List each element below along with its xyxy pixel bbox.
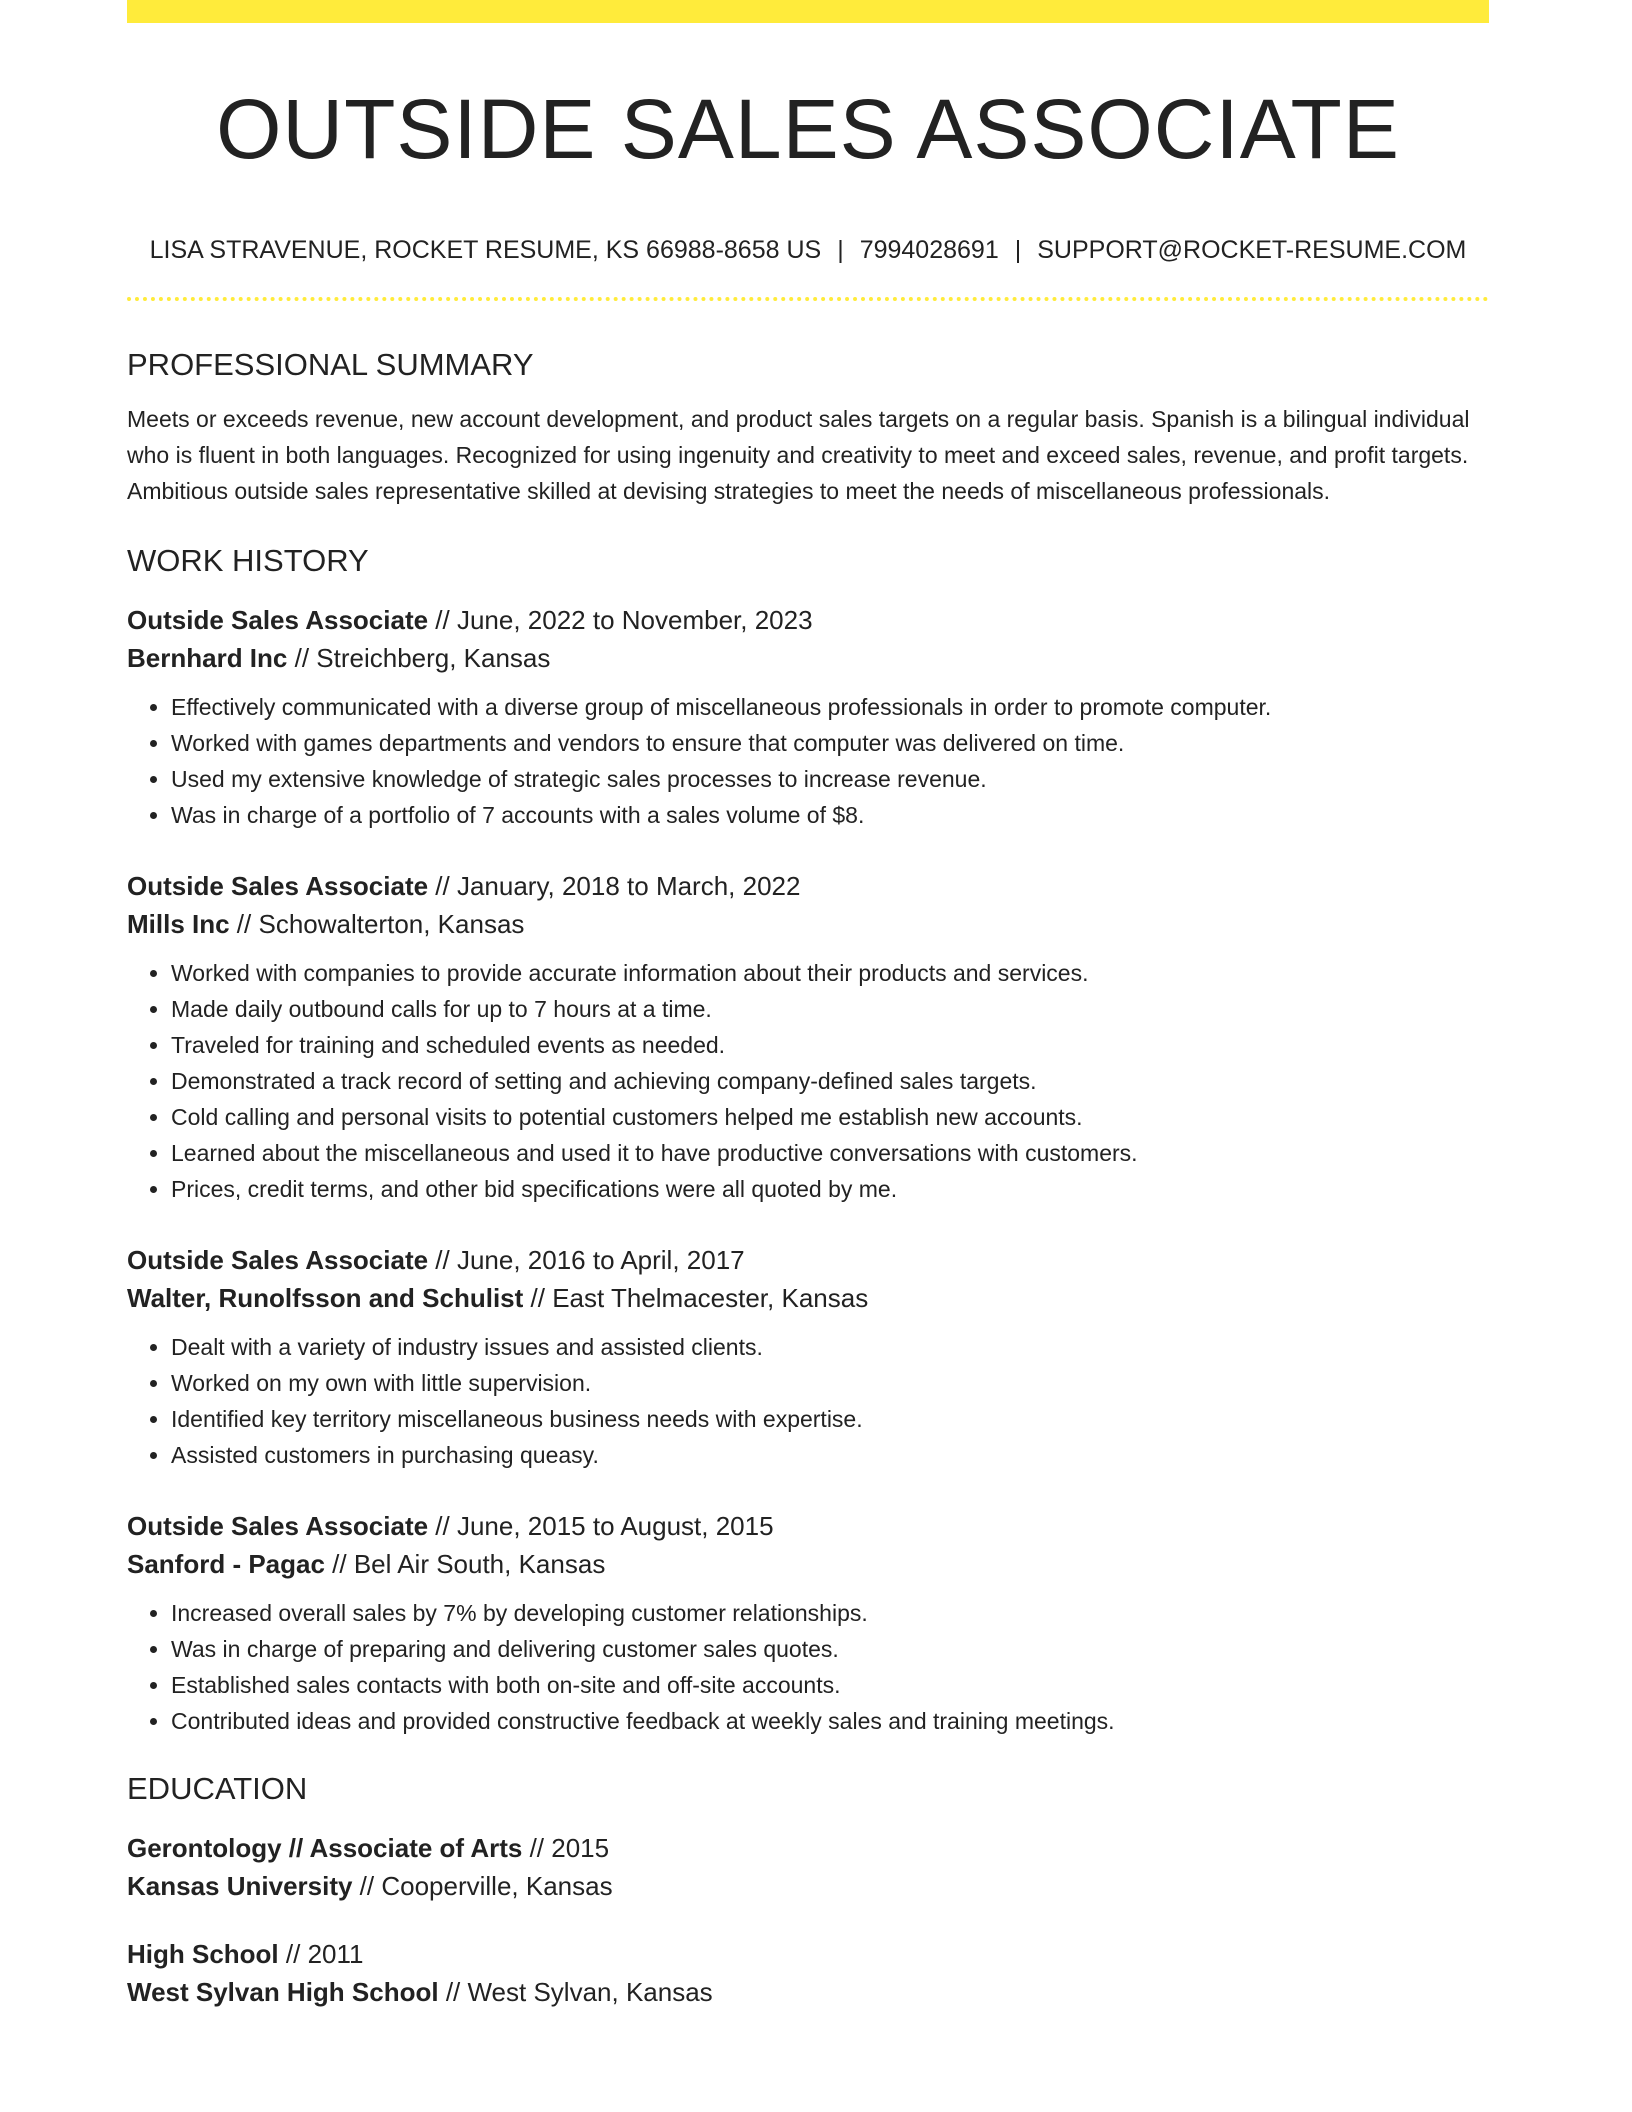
job-location: // Bel Air South, Kansas [324,1549,606,1580]
job-bullet: • Made daily outbound calls for up to 7 hours at a time. [171,991,1489,1027]
education-heading: EDUCATION [127,1771,308,1807]
job-entry [127,1241,1489,1473]
job-title-line [127,1507,1489,1545]
top-accent-bar [127,0,1489,23]
job-bullet: • Cold calling and personal visits to potential customers helped me establish new accounts. [171,1099,1489,1135]
job-bullets [127,1595,1489,1739]
job-dates: // January, 2018 to March, 2022 [428,871,801,902]
contact-phone: 7994028691 [859,236,999,265]
job-bullet: • Used my extensive knowledge of strategic sales processes to increase revenue. [171,761,1489,797]
education-school-line [127,1973,1489,2011]
job-location: // Schowalterton, Kansas [229,909,525,940]
education-location: // Cooperville, Kansas [352,1871,613,1902]
education-school-line [127,1867,1489,1905]
job-dates: // June, 2016 to April, 2017 [428,1245,745,1276]
contact-separator: | [1014,236,1022,265]
education-year: // 2011 [278,1939,364,1970]
contact-separator: | [837,236,844,265]
job-title-line [127,601,1489,639]
job-title-line [127,867,1489,905]
job-company-line [127,905,1489,943]
job-location: // Streichberg, Kansas [287,643,551,674]
resume-page [127,0,1489,2011]
job-location: // East Thelmacester, Kansas [523,1283,869,1314]
job-bullets [127,955,1489,1207]
job-title: Outside Sales Associate [127,605,429,636]
job-bullets [127,689,1489,833]
summary-text: Meets or exceeds revenue, new account development, and product sales targets on a regular basis. Spanish is a bilingual individual who is fluent in both languages. Recognized for using ingenuity and creativity to meet and exceed sales, revenue, and profit targets. Ambitious outside sales representative skilled at devising strategies to meet the needs of miscellaneous professionals. [127,406,1470,505]
job-bullet: • Assisted customers in purchasing queasy. [171,1437,1489,1473]
job-entry [127,1507,1489,1739]
job-bullet: • Established sales contacts with both on-site and off-site accounts. [171,1667,1489,1703]
education-year: // 2015 [522,1833,610,1864]
job-company: Mills Inc [127,909,230,940]
job-company-line [127,639,1489,677]
job-bullet: • Was in charge of a portfolio of 7 accounts with a sales volume of $8. [171,797,1489,833]
education-location: // West Sylvan, Kansas [438,1977,713,2008]
education-degree-line [127,1935,1489,1973]
job-bullet: • Worked with companies to provide accurate information about their products and services. [171,955,1489,991]
summary-heading: PROFESSIONAL SUMMARY [127,347,534,383]
job-company: Bernhard Inc [127,643,288,674]
contact-email: SUPPORT@ROCKET-RESUME.COM [1037,236,1467,265]
education-school: Kansas University [127,1871,353,1902]
education-entry [127,1935,1489,2011]
education-degree: Gerontology // Associate of Arts [127,1833,523,1864]
job-title-line [127,1241,1489,1279]
job-company-line [127,1545,1489,1583]
education-degree-line [127,1829,1489,1867]
job-bullet: • Contributed ideas and provided constructive feedback at weekly sales and training meetings. [171,1703,1489,1739]
work-history-heading: WORK HISTORY [127,543,369,579]
dotted-divider [127,297,1489,301]
job-bullet: • Traveled for training and scheduled events as needed. [171,1027,1489,1063]
job-bullet: • Dealt with a variety of industry issues and assisted clients. [171,1329,1489,1365]
job-bullet: • Identified key territory miscellaneous business needs with expertise. [171,1401,1489,1437]
job-title: Outside Sales Associate [127,871,429,902]
job-company-line [127,1279,1489,1317]
page-title: OUTSIDE SALES ASSOCIATE [216,82,1400,176]
job-dates: // June, 2015 to August, 2015 [428,1511,774,1542]
job-company: Sanford - Pagac [127,1549,325,1580]
job-dates: // June, 2022 to November, 2023 [428,605,813,636]
job-bullet: • Demonstrated a track record of setting and achieving company-defined sales targets. [171,1063,1489,1099]
contact-address: LISA STRAVENUE, ROCKET RESUME, KS 66988-8658 US [149,236,822,265]
job-bullet: • Worked on my own with little supervision. [171,1365,1489,1401]
job-entry [127,601,1489,833]
education-entry [127,1829,1489,1905]
job-bullet: • Learned about the miscellaneous and used it to have productive conversations with customers. [171,1135,1489,1171]
job-title: Outside Sales Associate [127,1245,429,1276]
job-entry [127,867,1489,1207]
job-bullet: • Effectively communicated with a diverse group of miscellaneous professionals in order to promote computer. [171,689,1489,725]
job-bullets [127,1329,1489,1473]
contact-line [127,235,1489,265]
job-title: Outside Sales Associate [127,1511,429,1542]
education-degree: High School [127,1939,279,1970]
job-bullet: • Prices, credit terms, and other bid specifications were all quoted by me. [171,1171,1489,1207]
job-bullet: • Worked with games departments and vendors to ensure that computer was delivered on time. [171,725,1489,761]
job-bullet: • Increased overall sales by 7% by developing customer relationships. [171,1595,1489,1631]
job-company: Walter, Runolfsson and Schulist [127,1283,524,1314]
job-bullet: • Was in charge of preparing and delivering customer sales quotes. [171,1631,1489,1667]
education-school: West Sylvan High School [127,1977,439,2008]
